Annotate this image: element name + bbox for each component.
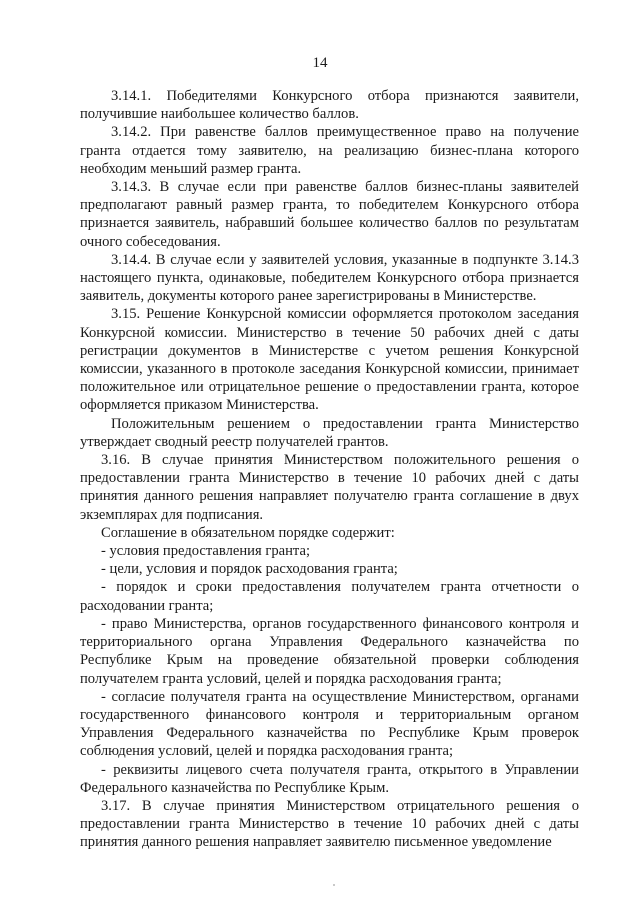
list-item-goals: - цели, условия и порядок расходования гранта;	[101, 561, 398, 578]
page-number: 14	[312, 55, 328, 71]
paragraph-3-14-4: 3.14.4. В случае если у заявителей условия, указанные в подпункте 3.14.3 настоящего пункта, одинаковые, победителем Конкурсного отбора признается заявитель, документы которого ранее зарегистрированы в Министерстве.	[80, 251, 579, 305]
list-item-bank-details: - реквизиты лицевого счета получателя гранта, открытого в Управлении Федерального казначейства по Республике Крым.	[80, 761, 579, 796]
paragraph-positive-decision: Положительным решением о предоставлении гранта Министерство утверждает сводный реестр получателей грантов.	[80, 415, 579, 450]
paragraph-3-14-2: 3.14.2. При равенстве баллов преимущественное право на получение гранта отдается тому заявителю, на реализацию бизнес-плана которого необходим меньший размер гранта.	[80, 124, 579, 177]
list-item-conditions: - условия предоставления гранта;	[101, 543, 311, 560]
list-item-consent: - согласие получателя гранта на осуществление Министерством, органами государственного финансового контроля и территориальным органом Управления Федерального казначейства по Республике Крым проверок соблюдения условий, целей и порядка расходования гранта;	[80, 688, 579, 760]
paragraph-3-17: 3.17. В случае принятия Министерством отрицательного решения о предоставлении гранта Министерство в течение 10 рабочих дней с даты принятия данного решения направляет заявителю письменное уведомление	[80, 797, 579, 851]
list-item-inspection-right: - право Министерства, органов государственного финансового контроля и территориального органа Управления Федерального казначейства по Республике Крым на проведение обязательной проверки соблюдения получателем гранта условий, целей и порядка расходования гранта;	[80, 615, 579, 687]
paragraph-3-14-3: 3.14.3. В случае если при равенстве баллов бизнес-планы заявителей предполагают равный размер гранта, то победителем Конкурсного отбора признается заявитель, набравший большее количество баллов по результатам очного собеседования.	[80, 179, 579, 250]
paragraph-3-14-1: 3.14.1. Победителями Конкурсного отбора признаются заявители, получившие наибольшее количество баллов.	[80, 88, 579, 123]
document-body	[80, 87, 579, 852]
paragraph-3-15: 3.15. Решение Конкурсной комиссии оформляется протоколом заседания Конкурсной комиссии. Министерство в течение 50 рабочих дней с даты регистрации документов в Министерстве с учетом решения Конкурсной комиссии, указанного в протоколе заседания Конкурсной комиссии, принимает положительное или отрицательное решение о предоставлении гранта, которое оформляется приказом Министерства.	[80, 306, 579, 414]
scan-speck	[333, 884, 335, 886]
list-item-reporting: - порядок и сроки предоставления получателем гранта отчетности о расходовании гранта;	[80, 579, 579, 614]
paragraph-3-16: 3.16. В случае принятия Министерством положительного решения о предоставлении гранта Министерство в течение 10 рабочих дней с даты принятия данного решения направляет получателю гранта соглашение в двух экземплярах для подписания.	[80, 452, 579, 523]
paragraph-agreement-contents: Соглашение в обязательном порядке содержит:	[101, 524, 395, 541]
